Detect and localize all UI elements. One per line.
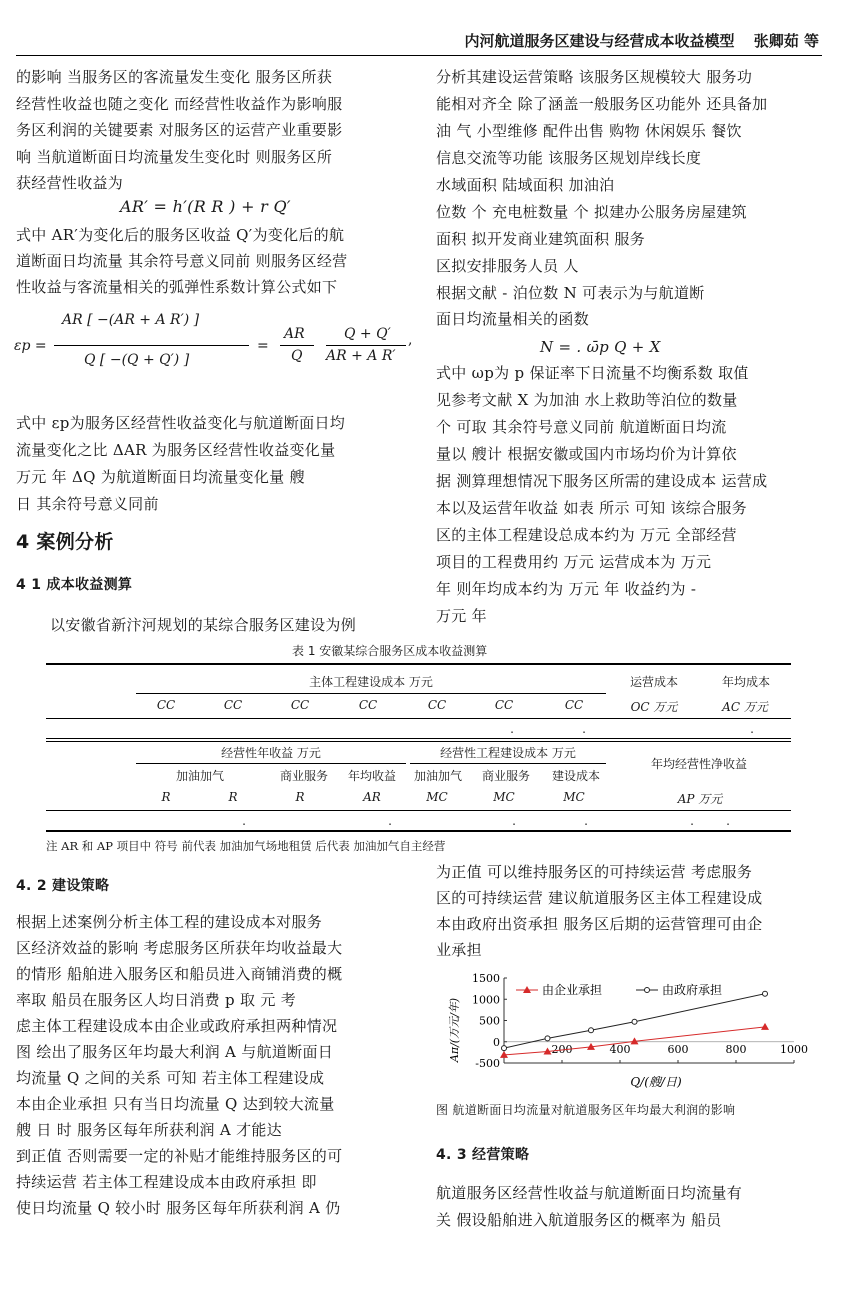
header-rule — [16, 55, 822, 56]
chart-legend-label: 由企业承担 — [542, 983, 603, 997]
text-line: 项目的工程费用约 万元 运营成本为 万元 — [436, 553, 712, 571]
text-line: 据 测算理想情况下服务区所需的建设成本 运营成 — [436, 472, 768, 490]
text-line: 日 其余符号意义同前 — [16, 495, 159, 513]
table-header-op-cost: 运营成本 — [629, 675, 678, 689]
table-cell: CC — [564, 698, 584, 712]
equation-berth-count: N = . ω̄p Q + X — [540, 338, 661, 356]
chart-y-tick-label: 1000 — [472, 993, 500, 1007]
text-line: 油 气 小型维修 配件出售 购物 休闲娱乐 餐饮 — [436, 122, 742, 140]
text-line: 万元 年 ΔQ 为航道断面日均流量变化量 艘 — [16, 468, 305, 486]
table-cell: CC — [290, 698, 310, 712]
table-bottom-rule — [46, 830, 791, 832]
text-line: 面积 拟开发商业建筑面积 服务 — [436, 230, 646, 248]
table-cell: 商业服务 — [279, 769, 328, 783]
table-rule-2 — [46, 718, 791, 719]
equation-ar-prime: AR′ = h′(R R ) + r Q′ — [120, 197, 291, 216]
eq-fraction-bar-3 — [326, 345, 406, 346]
chart-x-tick-label: 400 — [609, 1042, 631, 1056]
text-line: 式中 AR′为变化后的服务区收益 Q′为变化后的航 — [16, 226, 345, 244]
eq-equals: = — [257, 338, 269, 354]
table-cell: 加油加气 — [175, 769, 224, 783]
eq-num3: Q + Q′ — [344, 326, 391, 342]
text-line: 持续运营 若主体工程建设成本由政府承担 即 — [16, 1173, 317, 1191]
eq-num1: AR [ −(AR + A R′) ] — [62, 312, 200, 328]
section-4-2-heading: 4. 2 建设策略 — [16, 878, 110, 894]
text-line: 道断面日均流量 其余符号意义同前 则服务区经营 — [16, 252, 348, 270]
text-line: 流量变化之比 ΔAR 为服务区经营性收益变化量 — [16, 441, 336, 459]
text-line: 虑主体工程建设成本由企业或政府承担两种情况 — [16, 1017, 338, 1035]
eq-den1: Q [ −(Q + Q′) ] — [84, 352, 190, 368]
table-cell: CC — [156, 698, 176, 712]
running-authors: 张卿茹 等 — [753, 32, 819, 50]
text-line: 响 当航道断面日均流量发生变化时 则服务区所 — [16, 147, 333, 166]
table-cell: AP 万元 — [677, 792, 723, 806]
chart-point — [763, 991, 768, 996]
text-line: 率取 船员在服务区人均日消费 p 取 元 考 — [16, 991, 297, 1009]
text-line: 本以及运营年收益 如表 所示 可知 该综合服务 — [436, 499, 747, 517]
table-cell: . — [750, 722, 754, 736]
text-line: 根据上述案例分析主体工程的建设成本对服务 — [16, 913, 323, 931]
running-title: 内河航道服务区建设与经营成本收益模型 — [464, 32, 735, 50]
chart-x-tick-label: 800 — [725, 1042, 747, 1056]
text-line: 区的主体工程建设总成本约为 万元 全部经营 — [436, 526, 737, 544]
table-rule-3b — [46, 741, 791, 742]
table-note: 注 AR 和 AP 项目中 符号 前代表 加油加气场地租赁 后代表 加油加气自主经营 — [46, 839, 446, 853]
chart-x-tick-label: 1000 — [780, 1042, 808, 1056]
text-line: 均流量 Q 之间的关系 可知 若主体工程建设成 — [16, 1069, 325, 1087]
text-line: 航道服务区经营性收益与航道断面日均流量有 — [436, 1184, 743, 1202]
text-line: 图 绘出了服务区年均最大利润 A 与航道断面日 — [16, 1043, 334, 1061]
chart-x-tick-label: 200 — [551, 1042, 573, 1056]
section-4-heading: 4 案例分析 — [16, 531, 114, 553]
table-cell: AR — [363, 790, 381, 804]
eq-num2: AR — [284, 326, 305, 342]
table-cell: R — [295, 790, 305, 804]
table-cell: . — [388, 814, 392, 828]
table-cell: CC — [427, 698, 447, 712]
table-header-net-revenue: 年均经营性净收益 — [650, 757, 747, 771]
text-line: 区经济效益的影响 考虑服务区所获年均收益最大 — [16, 939, 343, 957]
table-cell: . — [582, 722, 586, 736]
text-line: 业承担 — [436, 941, 482, 959]
chart-legend-marker — [645, 988, 650, 993]
table-cell: 年均收益 — [347, 769, 396, 783]
text-line: 区拟安排服务人员 人 — [436, 257, 579, 275]
eq-den3: AR + A R′ — [326, 348, 396, 364]
table-cell: CC — [358, 698, 378, 712]
text-line: 万元 年 — [436, 607, 487, 625]
text-line: 的影响 当服务区的客流量发生变化 服务区所获 — [16, 68, 333, 86]
eq-tail: , — [408, 332, 413, 348]
table-cell: . — [510, 722, 514, 736]
text-line: 区的可持续运营 建议航道服务区主体工程建设成 — [436, 889, 763, 907]
text-line: 信息交流等功能 该服务区规划岸线长度 — [436, 149, 702, 167]
chart-point — [632, 1019, 637, 1024]
chart-y-tick-label: -500 — [475, 1057, 500, 1070]
text-line: 使日均流量 Q 较小时 服务区每年所获利润 A 仍 — [16, 1199, 341, 1217]
table-header-op-revenue: 经营性年收益 万元 — [221, 746, 321, 760]
table-caption: 表 1 安徽某综合服务区成本收益测算 — [292, 644, 488, 658]
chart-x-tick-label: 600 — [667, 1042, 689, 1056]
table-subrule-4a — [136, 763, 406, 764]
table-cell: 加油加气 — [413, 769, 462, 783]
chart-y-tick-label: 1500 — [472, 972, 500, 985]
chart-point — [502, 1046, 507, 1051]
chart-xlabel: Q/(艘/日) — [630, 1075, 682, 1089]
table-top-rule — [46, 663, 791, 665]
table-cell: MC — [426, 790, 448, 804]
eq-fraction-bar-2 — [280, 345, 314, 346]
table-cell: OC 万元 — [630, 700, 678, 714]
table-cell: R — [161, 790, 171, 804]
table-cell: CC — [494, 698, 514, 712]
table-cell: AC 万元 — [722, 700, 768, 714]
eq-lhs: εp = — [14, 338, 47, 354]
table-cell: . — [690, 814, 694, 828]
table-header-main-cost: 主体工程建设成本 万元 — [309, 675, 433, 689]
text-line: 式中 ωp为 p 保证率下日流量不均衡系数 取值 — [436, 364, 749, 382]
chart-legend-label: 由政府承担 — [662, 983, 723, 997]
text-line: 到正值 否则需要一定的补贴才能维持服务区的可 — [16, 1147, 343, 1165]
table-header-op-build-cost: 经营性工程建设成本 万元 — [440, 746, 576, 760]
table-subrule-1 — [136, 693, 606, 694]
table-rule-5 — [46, 810, 791, 811]
text-line: 能相对齐全 除了涵盖一般服务区功能外 还具备加 — [436, 95, 768, 113]
table-rule-3a — [46, 738, 791, 739]
table-cell: 建设成本 — [551, 769, 600, 783]
text-line: 面日均流量相关的函数 — [436, 310, 590, 328]
table-cell: CC — [223, 698, 243, 712]
table-cell: MC — [563, 790, 585, 804]
table-cell: MC — [493, 790, 515, 804]
table-header-avg-cost: 年均成本 — [721, 675, 770, 689]
running-header — [465, 30, 819, 51]
table-cell: 商业服务 — [481, 769, 530, 783]
chart-y-tick-label: 500 — [479, 1014, 500, 1028]
chart-point — [761, 1023, 769, 1030]
table-cell: R — [228, 790, 238, 804]
table-subrule-4b — [410, 763, 606, 764]
figure-caption: 图 航道断面日均流量对航道服务区年均最大利润的影响 — [436, 1103, 736, 1117]
chart-point — [589, 1028, 594, 1033]
text-line: 年 则年均成本约为 万元 年 收益约为 - — [436, 580, 697, 598]
text-line: 为正值 可以维持服务区的可持续运营 考虑服务 — [436, 863, 753, 881]
text-line: 艘 日 时 服务区每年所获利润 A 才能达 — [16, 1121, 282, 1139]
eq-den2: Q — [291, 348, 303, 364]
left-paragraph-4: 以安徽省新汴河规划的某综合服务区建设为例 — [50, 616, 357, 634]
text-line: 获经营性收益为 — [16, 174, 124, 192]
text-line: 经营性收益也随之变化 而经营性收益作为影响服 — [16, 94, 343, 113]
eq-fraction-bar-1 — [54, 345, 249, 346]
text-line: 的情形 船舶进入服务区和船员进入商铺消费的概 — [16, 965, 343, 983]
text-line: 本由企业承担 只有当日均流量 Q 达到较大流量 — [16, 1095, 335, 1113]
text-line: 式中 εp为服务区经营性收益变化与航道断面日均 — [16, 414, 346, 432]
text-line: 关 假设船舶进入航道服务区的概率为 船员 — [436, 1211, 722, 1229]
text-line: 水域面积 陆域面积 加油泊 — [436, 176, 615, 194]
text-line: 根据文献 - 泊位数 N 可表示为与航道断 — [436, 284, 705, 302]
chart-y-tick-label: 0 — [493, 1035, 500, 1049]
text-line: 分析其建设运营策略 该服务区规模较大 服务功 — [436, 68, 753, 86]
text-line: 见参考文献 X 为加油 水上救助等泊位的数量 — [436, 391, 738, 409]
text-line: 务区利润的关键要素 对服务区的运营产业重要影 — [16, 121, 343, 139]
equation-elasticity — [14, 300, 414, 390]
figure-profit-vs-flow-chart — [446, 968, 806, 1093]
table-cell: . — [584, 814, 588, 828]
text-line: 个 可取 其余符号意义同前 航道断面日均流 — [436, 418, 727, 436]
chart-point — [545, 1036, 550, 1041]
table-cell: . — [242, 814, 246, 828]
text-line: 性收益与客流量相关的弧弹性系数计算公式如下 — [16, 278, 338, 296]
section-4-3-heading: 4. 3 经营策略 — [436, 1147, 530, 1163]
text-line: 本由政府出资承担 服务区后期的运营管理可由企 — [436, 915, 763, 933]
section-4-1-heading: 4 1 成本收益测算 — [16, 577, 133, 593]
text-line: 量以 艘计 根据安徽或国内市场均价为计算依 — [436, 445, 737, 463]
table-cell: . — [726, 814, 730, 828]
table-cell: . — [512, 814, 516, 828]
chart-ylabel: Aπ/(万元/年) — [448, 997, 461, 1063]
text-line: 位数 个 充电桩数量 个 拟建办公服务房屋建筑 — [436, 203, 747, 221]
